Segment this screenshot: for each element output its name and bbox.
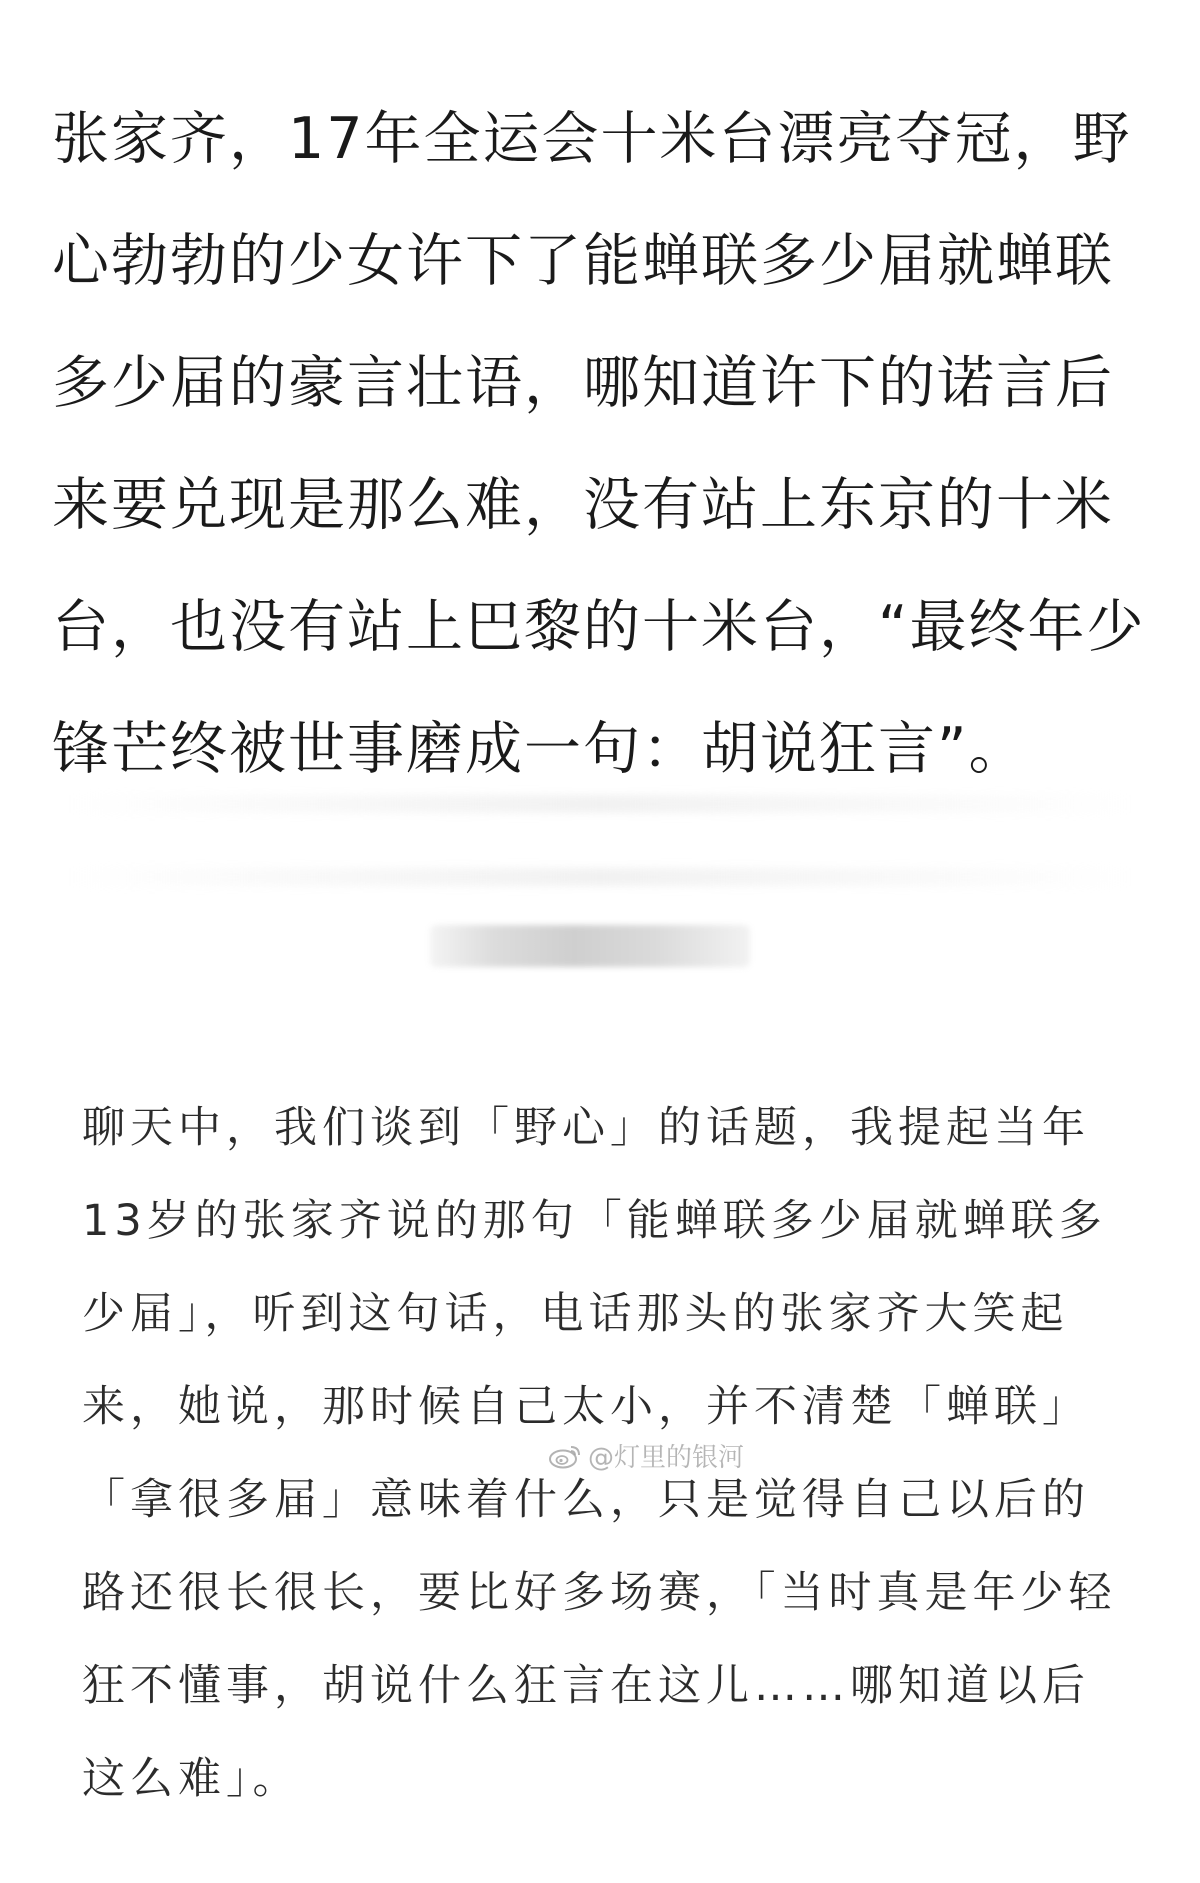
post-main-text: 张家齐，17年全运会十米台漂亮夺冠，野心勃勃的少女许下了能蝉联多少届就蝉联多少届的豪言壮语，哪知道许下的诺言后来要兑现是那么难，没有站上东京的十米台，也没有站上巴黎的十米台，“最终年少锋芒终被世事磨成一句：胡说狂言”。 — [52, 106, 1146, 782]
weibo-icon — [548, 1443, 582, 1469]
watermark-text: @灯里的银河 — [588, 1443, 745, 1473]
watermark — [548, 1437, 744, 1474]
faded-text-row — [70, 795, 1130, 813]
blurred-caption — [430, 925, 750, 967]
faded-text-row — [70, 868, 1130, 886]
quote-text: 聊天中，我们谈到「野心」的话题，我提起当年13岁的张家齐说的那句「能蝉联多少届就蝉联多少届」，听到这句话，电话那头的张家齐大笑起来，她说，那时候自己太小，并不清楚「蝉联」「拿很多届」意味着什么，只是觉得自己以后的路还很长很长，要比好多场赛，「当时真是年少轻狂不懂事，胡说什么狂言在这儿……哪知道以后这么难」。 — [82, 1103, 1117, 1804]
